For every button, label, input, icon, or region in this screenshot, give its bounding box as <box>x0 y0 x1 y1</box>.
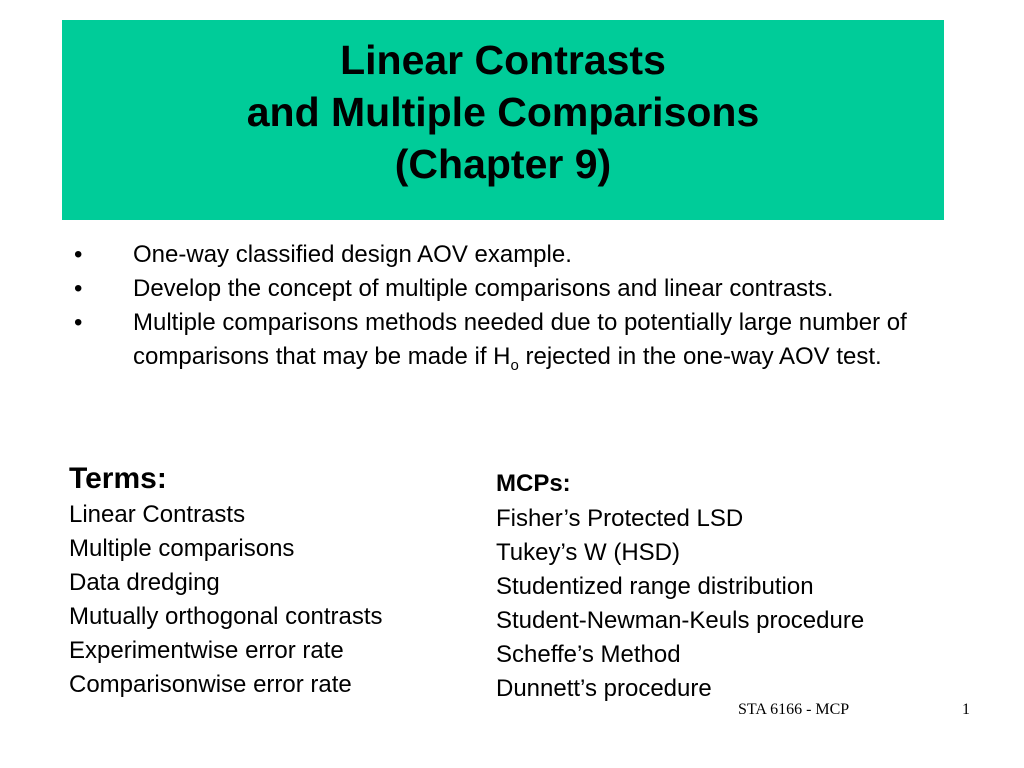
bullet-text-part: Multiple comparisons methods needed due to potentially large number of comparisons that may be made if H <box>133 309 907 370</box>
mcps-heading: MCPs: <box>496 470 571 497</box>
slide-number: 1 <box>962 701 970 718</box>
slide-title-line-3: (Chapter 9) <box>394 141 612 187</box>
bullet-list <box>70 238 950 374</box>
term-item: Mutually orthogonal contrasts <box>69 603 383 630</box>
mcp-item: Studentized range distribution <box>496 573 814 600</box>
bullet-marker: • <box>74 275 83 302</box>
subscript-o: o <box>510 357 519 374</box>
mcp-item: Fisher’s Protected LSD <box>496 505 744 532</box>
mcp-item: Tukey’s W (HSD) <box>496 539 681 566</box>
bullet-item <box>70 306 950 374</box>
mcp-item: Student-Newman-Keuls procedure <box>496 607 865 634</box>
bullet-marker: • <box>74 241 83 268</box>
term-item: Comparisonwise error rate <box>69 671 352 698</box>
bullet-item <box>70 272 950 306</box>
bullet-text: Develop the concept of multiple comparisons and linear contrasts. <box>133 275 834 302</box>
mcp-item: Scheffe’s Method <box>496 641 681 668</box>
mcps-column <box>496 466 864 706</box>
mcp-item: Dunnett’s procedure <box>496 675 712 702</box>
bullet-text-part: rejected in the one-way AOV test. <box>518 343 882 370</box>
term-item: Multiple comparisons <box>69 535 295 562</box>
title-banner <box>62 20 944 220</box>
bullet-text <box>133 309 907 374</box>
terms-heading: Terms: <box>69 462 167 495</box>
term-item: Data dredging <box>69 569 220 596</box>
footer-course-label: STA 6166 - MCP <box>738 701 850 718</box>
bullet-item <box>70 238 950 272</box>
term-item: Linear Contrasts <box>69 501 246 528</box>
slide-title-line-1: Linear Contrasts <box>340 37 666 83</box>
term-item: Experimentwise error rate <box>69 637 344 664</box>
bullet-text: One-way classified design AOV example. <box>133 241 572 268</box>
slide-title-line-2: and Multiple Comparisons <box>246 89 760 135</box>
bullet-marker: • <box>74 309 83 336</box>
terms-column <box>69 460 383 702</box>
